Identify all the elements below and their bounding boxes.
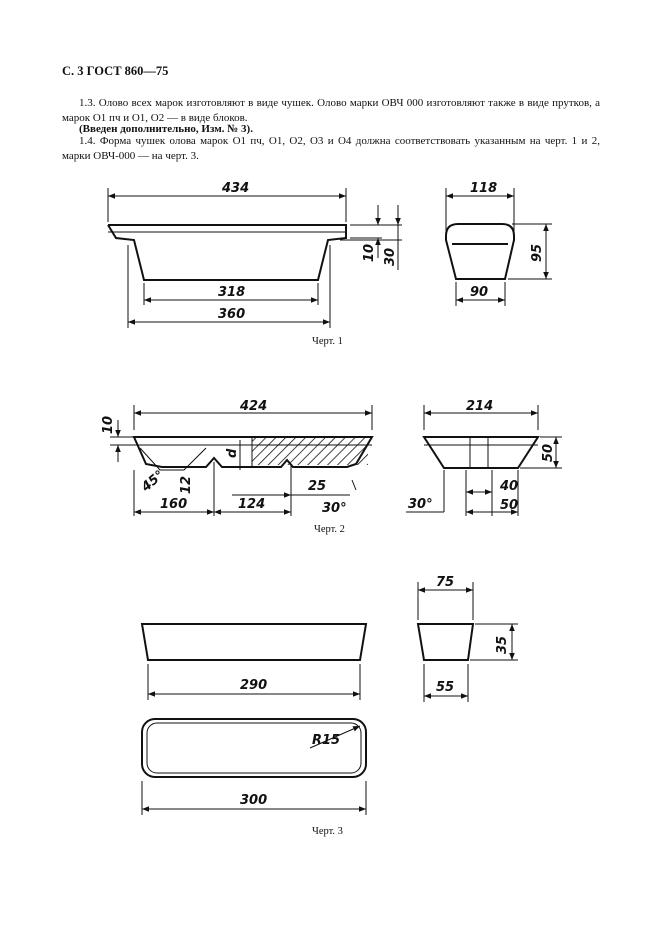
fig3-dim-35: 35: [495, 635, 510, 654]
fig2-dim-45deg: 45°: [138, 467, 168, 496]
fig1-dim-90: 90: [470, 285, 489, 300]
paragraph-1-4: 1.4. Форма чушек олова марок О1 пч, О1, О2, О3 и О4 должна соответствовать указанным на черт. 1 и 2, марки ОВЧ-000 — на черт. 3.: [62, 135, 600, 162]
fig3-dim-r15: R15: [312, 733, 341, 748]
figure-2-caption: Черт. 2: [314, 524, 345, 535]
fig1-dim-360: 360: [218, 307, 246, 322]
figure-1-side-view: [446, 181, 552, 306]
fig1-dim-434: 434: [222, 181, 250, 196]
fig2-dim-424: 424: [240, 399, 268, 414]
fig2-dim-d: d: [225, 448, 240, 458]
figure-3-plan-view: [142, 719, 366, 815]
figure-3-front-view: [142, 624, 366, 700]
fig2-dim-12: 12: [179, 475, 194, 494]
fig1-dim-118: 118: [470, 181, 498, 196]
fig1-dim-95: 95: [530, 243, 545, 262]
fig2-dim-214: 214: [466, 399, 494, 414]
fig3-dim-75: 75: [436, 575, 455, 590]
amendment-note: (Введен дополнительно, Изм. № 3).: [79, 123, 253, 135]
fig2-dim-30deg: 30°: [322, 501, 347, 516]
fig2-dim-10: 10: [101, 415, 116, 434]
fig2-dim-50-height: 50: [541, 443, 556, 462]
fig1-dim-318: 318: [218, 285, 246, 300]
figure-1-front-view: [108, 181, 402, 328]
fig3-dim-300: 300: [240, 793, 268, 808]
figure-1-caption: Черт. 1: [312, 336, 343, 347]
figure-3-side-view: [418, 575, 518, 702]
fig2-dim-160: 160: [160, 497, 188, 512]
figure-2-front-view: [101, 399, 372, 516]
fig3-dim-55: 55: [436, 680, 455, 695]
paragraph-1-3: 1.3. Олово всех марок изготовляют в виде чушек. Олово марки ОВЧ 000 изготовляют также в виде прутков, а марок О1 пч и О1, О2 — в виде блоков.: [62, 97, 600, 124]
figure-3-caption: Черт. 3: [312, 826, 343, 837]
fig2-dim-side-30deg: 30°: [408, 497, 433, 512]
fig2-dim-40: 40: [500, 479, 519, 494]
fig1-dim-30: 30: [383, 247, 398, 266]
page-header: С. 3 ГОСТ 860—75: [62, 64, 169, 78]
fig2-dim-124: 124: [238, 497, 266, 512]
fig2-dim-50: 50: [500, 498, 519, 513]
fig1-dim-10: 10: [362, 243, 377, 262]
fig3-dim-290: 290: [240, 678, 268, 693]
figure-2-side-view: [406, 399, 562, 516]
fig2-dim-25: 25: [308, 479, 327, 494]
